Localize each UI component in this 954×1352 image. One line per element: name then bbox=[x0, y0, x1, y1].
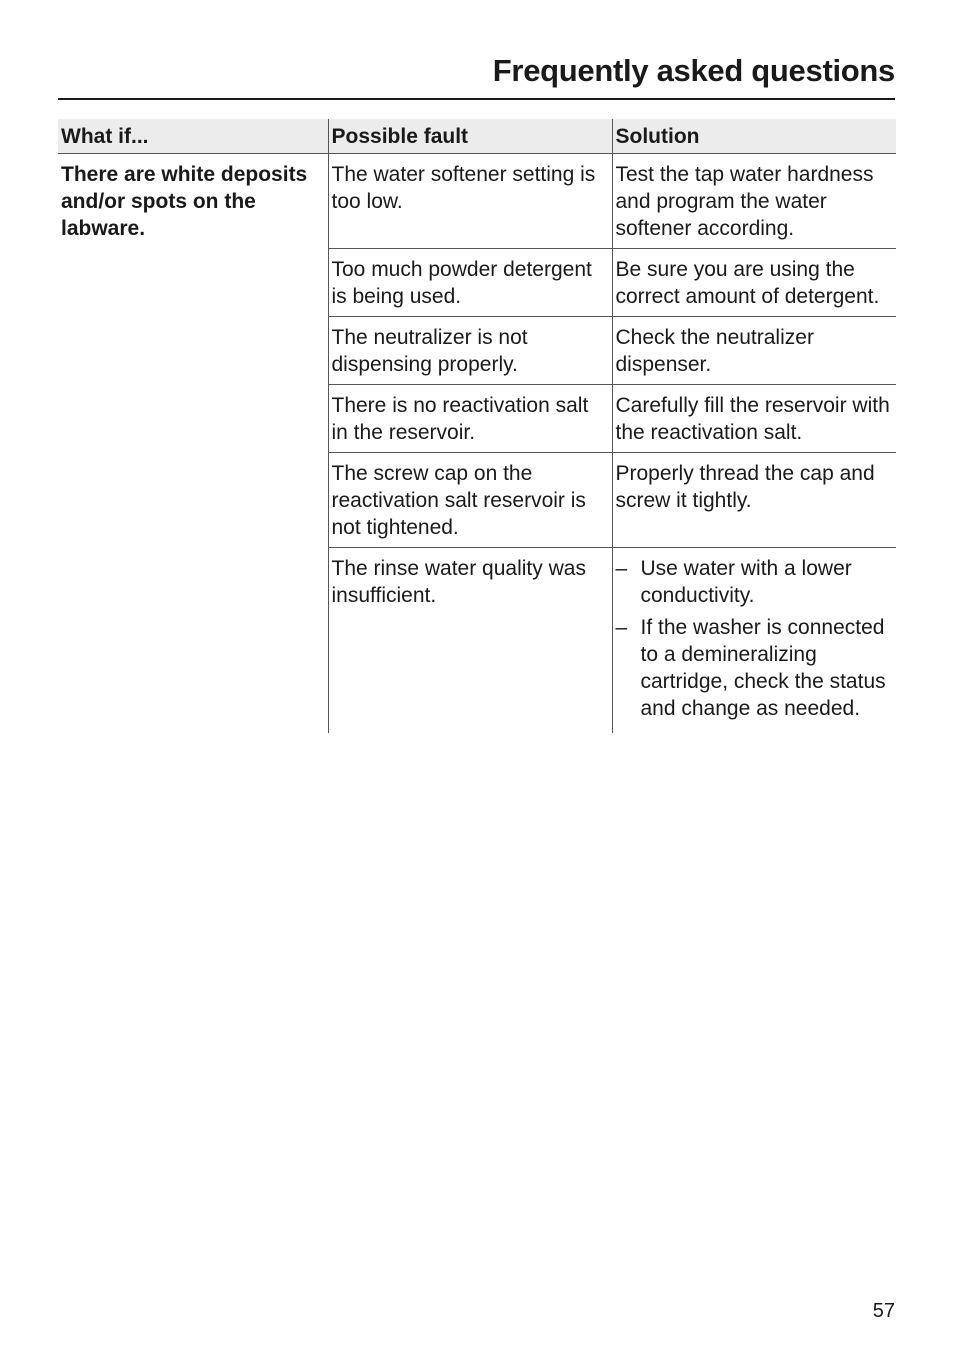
solution-cell: Properly thread the cap and screw it tightly. bbox=[612, 453, 896, 548]
fault-cell: The neutralizer is not dispensing properly. bbox=[328, 317, 612, 385]
dash-bullet: – bbox=[615, 616, 628, 639]
fault-cell: Too much powder detergent is being used. bbox=[328, 249, 612, 317]
solution-list-item bbox=[616, 555, 894, 609]
table-header-row bbox=[58, 119, 896, 154]
fault-cell: The water softener setting is too low. bbox=[328, 154, 612, 249]
solution-cell: Check the neutralizer dispenser. bbox=[612, 317, 896, 385]
table-row bbox=[58, 154, 896, 249]
fault-cell: The rinse water quality was insufficient. bbox=[328, 548, 612, 734]
faq-table bbox=[58, 119, 896, 733]
page-title: Frequently asked questions bbox=[492, 53, 895, 88]
solution-list-item bbox=[616, 614, 894, 722]
dash-bullet: – bbox=[615, 557, 628, 580]
column-header-possible-fault: Possible fault bbox=[328, 119, 612, 154]
column-header-what-if: What if... bbox=[58, 119, 328, 154]
solution-cell: Test the tap water hardness and program the water softener according. bbox=[612, 154, 896, 249]
title-divider bbox=[58, 98, 895, 100]
solution-list bbox=[616, 555, 894, 722]
page-number: 57 bbox=[872, 1300, 895, 1322]
fault-cell: There is no reactivation salt in the reservoir. bbox=[328, 385, 612, 453]
solution-list-item-text: If the washer is connected to a demineralizing cartridge, check the status and change as needed. bbox=[640, 616, 886, 720]
solution-cell: Carefully fill the reservoir with the reactivation salt. bbox=[612, 385, 896, 453]
column-header-solution: Solution bbox=[612, 119, 896, 154]
fault-cell: The screw cap on the reactivation salt reservoir is not tightened. bbox=[328, 453, 612, 548]
solution-cell: Be sure you are using the correct amount of detergent. bbox=[612, 249, 896, 317]
solution-cell bbox=[612, 548, 896, 734]
solution-list-item-text: Use water with a lower conductivity. bbox=[640, 557, 852, 607]
problem-cell: There are white deposits and/or spots on the labware. bbox=[61, 163, 308, 240]
